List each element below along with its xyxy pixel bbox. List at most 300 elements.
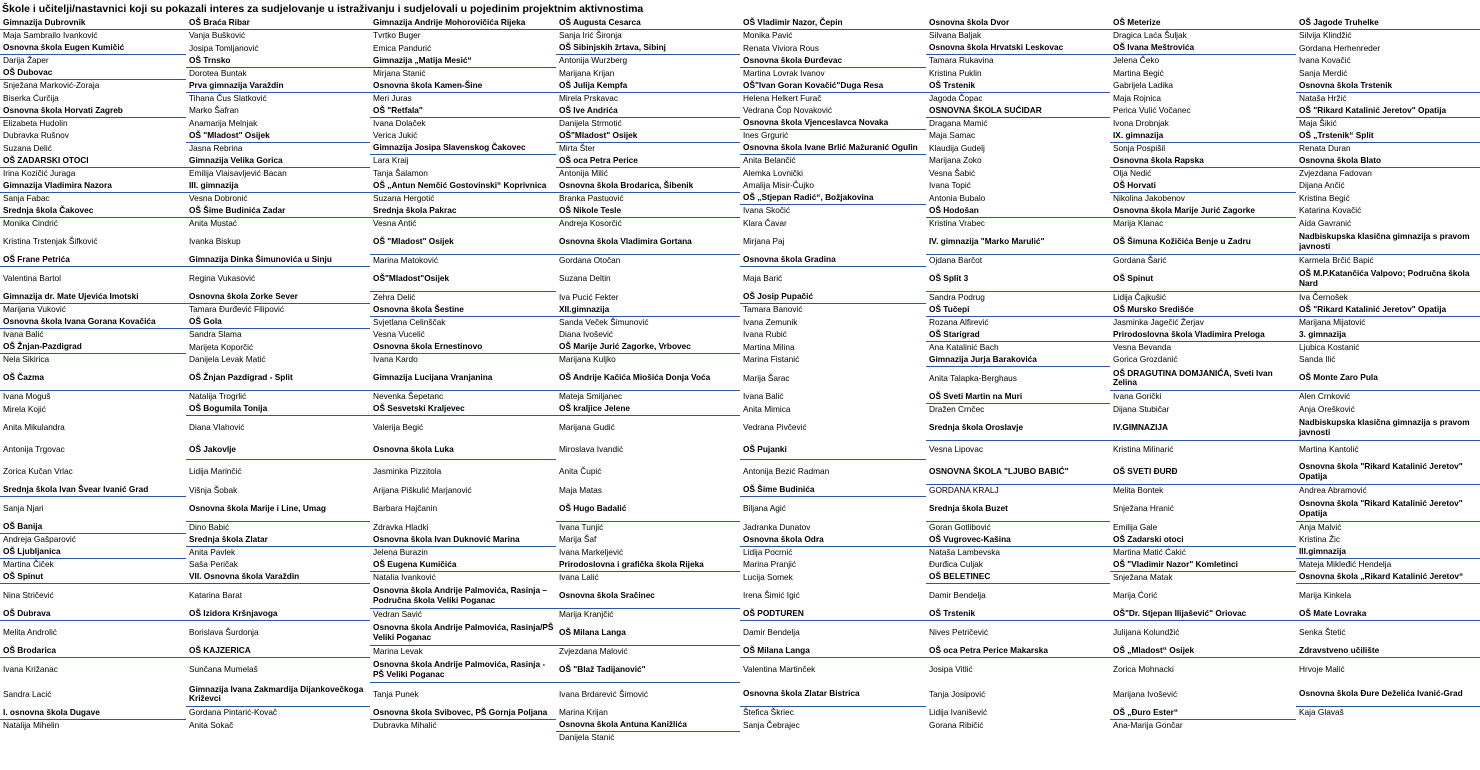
school-cell[interactable]: OŠ Starigrad: [926, 329, 1110, 342]
teacher-cell[interactable]: Marija Kinkela: [1299, 590, 1352, 601]
teacher-cell[interactable]: Alemka Lovnički: [743, 167, 803, 178]
school-cell[interactable]: OŠ Dubovac: [0, 67, 186, 80]
school-cell[interactable]: OŠ Tučepi: [926, 304, 1110, 317]
teacher-cell[interactable]: Jelena Čeko: [1113, 55, 1160, 66]
teacher-cell[interactable]: Amalija Misir-Čujko: [743, 180, 814, 190]
teacher-cell[interactable]: Gorica Grozdanić: [1113, 354, 1178, 364]
school-cell[interactable]: OŠ Banija: [0, 521, 186, 534]
school-cell[interactable]: 3. gimnazija: [1296, 329, 1480, 342]
teacher-cell[interactable]: Gordana Herhenreder: [1299, 42, 1381, 53]
school-cell[interactable]: Gimnazija Vladimira Nazora: [0, 180, 186, 193]
teacher-cell[interactable]: Ivana Balić: [3, 329, 44, 340]
school-cell[interactable]: Osnovna škola Hrvatski Leskovac: [926, 42, 1110, 55]
teacher-cell[interactable]: Arijana Piškulić Marjanović: [373, 484, 472, 495]
school-cell[interactable]: OŠ Dubrava: [0, 608, 186, 621]
teacher-cell[interactable]: Anja Orešković: [1299, 403, 1355, 414]
teacher-cell[interactable]: Marko Šafran: [189, 105, 239, 115]
teacher-cell[interactable]: Marina Levak: [373, 645, 423, 656]
teacher-cell[interactable]: Maja Sambrailo Ivanković: [3, 30, 98, 41]
teacher-cell[interactable]: [186, 732, 370, 745]
school-cell[interactable]: OŠ Bogumila Tonija: [186, 403, 370, 416]
teacher-cell[interactable]: Štefica Škriec: [743, 707, 794, 718]
school-cell[interactable]: Gimnazija Dubrovnik: [0, 17, 186, 30]
teacher-cell[interactable]: Darija Žaper: [3, 55, 49, 66]
teacher-cell[interactable]: Maja Matas: [559, 484, 602, 495]
school-cell[interactable]: OŠ Vladimir Nazor, Čepin: [740, 17, 926, 30]
school-cell[interactable]: OŠ Žnjan Pazdigrad - Split: [186, 366, 370, 391]
teacher-cell[interactable]: Vesna Lipovac: [929, 444, 983, 455]
school-cell[interactable]: Gimnazija Josipa Slavenskog Čakovec: [370, 142, 556, 155]
school-cell[interactable]: OŠ "Retfala": [370, 105, 556, 118]
teacher-cell[interactable]: Tamara Rukavina: [929, 55, 994, 66]
school-cell[interactable]: OŠ Čazma: [0, 366, 186, 391]
school-cell[interactable]: Osnovna škola Ivana Gorana Kovačića: [0, 316, 186, 329]
teacher-cell[interactable]: Dijana Stubičar: [1113, 403, 1170, 414]
teacher-cell[interactable]: Ana-Marija Gončar: [1113, 719, 1183, 730]
teacher-cell[interactable]: Zvjezdana Malović: [559, 645, 628, 656]
teacher-cell[interactable]: Antonija Wurzberg: [559, 55, 628, 66]
teacher-cell[interactable]: Lucija Somek: [743, 571, 793, 582]
teacher-cell[interactable]: Dragana Mamić: [929, 117, 988, 128]
teacher-cell[interactable]: Sanda Ilić: [1299, 354, 1336, 364]
teacher-cell[interactable]: Barbara Hajčanin: [373, 503, 438, 513]
teacher-cell[interactable]: Ines Grgurić: [743, 130, 789, 141]
teacher-cell[interactable]: Đurđica Culjak: [929, 559, 983, 569]
teacher-cell[interactable]: Jadranka Dunatov: [743, 521, 811, 532]
teacher-cell[interactable]: Vanja Bušković: [189, 30, 246, 41]
teacher-cell[interactable]: Marina Pranjić: [743, 559, 797, 569]
school-cell[interactable]: OŠ Šime Budinića Zadar: [186, 205, 370, 218]
school-cell[interactable]: OŠ Spinut: [0, 571, 186, 584]
teacher-cell[interactable]: Nataša Hržić: [1299, 92, 1347, 103]
school-cell[interactable]: Osnovna škola Andrije Palmovića, Rasinja - PŠ Veliki Poganac: [370, 658, 556, 683]
teacher-cell[interactable]: Dražen Crnčec: [929, 403, 985, 414]
school-cell[interactable]: IV. gimnazija "Marko Marulić": [926, 230, 1110, 255]
school-cell[interactable]: Osnovna škola Odra: [740, 534, 926, 547]
teacher-cell[interactable]: Emilija Gale: [1113, 521, 1158, 532]
school-cell[interactable]: Osnovna škola Ernestinovo: [370, 341, 556, 354]
teacher-cell[interactable]: Mirela Prskavac: [559, 92, 619, 103]
teacher-cell[interactable]: Ojdana Barčot: [929, 254, 983, 265]
school-cell[interactable]: Gimnazija Lucijana Vranjanina: [370, 366, 556, 391]
school-cell[interactable]: Srednja škola Čakovec: [0, 205, 186, 218]
teacher-cell[interactable]: Martina Milina: [743, 341, 795, 352]
school-cell[interactable]: Osnovna škola Dvor: [926, 17, 1110, 30]
teacher-cell[interactable]: Ljubica Kostanić: [1299, 341, 1360, 352]
school-cell[interactable]: Srednja škola Oroslavje: [926, 416, 1110, 441]
teacher-cell[interactable]: Klara Čavar: [743, 217, 787, 228]
teacher-cell[interactable]: Marija Šarac: [743, 372, 790, 383]
school-cell[interactable]: OŠ Jakovlje: [186, 440, 370, 460]
teacher-cell[interactable]: Sanja Merdić: [1299, 67, 1348, 78]
teacher-cell[interactable]: Sanja Fabac: [3, 192, 50, 203]
school-cell[interactable]: OŠ „Antun Nemčić Gostovinski“ Koprivnica: [370, 180, 556, 193]
teacher-cell[interactable]: Suzana Deltin: [559, 273, 611, 283]
teacher-cell[interactable]: Mirjana Paj: [743, 236, 785, 246]
teacher-cell[interactable]: Marija Ćorić: [1113, 590, 1158, 600]
teacher-cell[interactable]: Kristina Begić: [1299, 192, 1350, 203]
school-cell[interactable]: IV.GIMNAZIJA: [1110, 416, 1296, 441]
teacher-cell[interactable]: Marina Matoković: [373, 254, 439, 265]
teacher-cell[interactable]: Marijana Ivošević: [1113, 688, 1178, 699]
school-cell[interactable]: OŠ ZADARSKI OTOCI: [0, 155, 186, 168]
teacher-cell[interactable]: Valentina Martinček: [743, 664, 816, 675]
teacher-cell[interactable]: Lara Kraij: [373, 155, 409, 166]
teacher-cell[interactable]: Lidija Marinčić: [189, 466, 242, 477]
teacher-cell[interactable]: Jasminka Jagečić Žerjav: [1113, 316, 1204, 327]
school-cell[interactable]: OŠ Augusta Cesarca: [556, 17, 740, 30]
teacher-cell[interactable]: [1296, 732, 1480, 745]
teacher-cell[interactable]: Gorana Ribičić: [929, 719, 984, 730]
teacher-cell[interactable]: Martina Kantolić: [1299, 444, 1359, 455]
school-cell[interactable]: OŠ"Mladost"Osijek: [370, 267, 556, 292]
school-cell[interactable]: Osnovna škola "Rikard Katalinić Jeretov" Opatija: [1296, 497, 1480, 522]
school-cell[interactable]: Osnovna škola Eugen Kumičić: [0, 42, 186, 55]
teacher-cell[interactable]: Marijeta Koporčić: [189, 341, 254, 352]
school-cell[interactable]: Gimnazija „Matija Mesić“: [370, 55, 556, 68]
teacher-cell[interactable]: [1296, 719, 1480, 732]
teacher-cell[interactable]: Tamara Đurđević Filipović: [189, 304, 284, 315]
school-cell[interactable]: OŠ "Rikard Katalinić Jeretov" Opatija: [1296, 105, 1480, 118]
teacher-cell[interactable]: Irena Šimić Igić: [743, 590, 800, 600]
school-cell[interactable]: OŠ PODTUREN: [740, 608, 926, 621]
teacher-cell[interactable]: Ivana Markeljević: [559, 546, 624, 557]
teacher-cell[interactable]: [370, 732, 556, 745]
teacher-cell[interactable]: Jasna Rebrina: [189, 142, 243, 153]
school-cell[interactable]: Osnovna škola Svibovec, PŠ Gornja Poljana: [370, 707, 556, 720]
teacher-cell[interactable]: Marijana Kuljko: [559, 354, 616, 365]
teacher-cell[interactable]: Antonija Trgovac: [3, 444, 65, 454]
school-cell[interactable]: OŠ „Mladost“ Osijek: [1110, 645, 1296, 658]
school-cell[interactable]: OŠ Eugena Kumičića: [370, 559, 556, 572]
teacher-cell[interactable]: Sandra Lacić: [3, 688, 52, 699]
teacher-cell[interactable]: Anita Mimica: [743, 403, 791, 414]
teacher-cell[interactable]: Ivana Topić: [929, 180, 971, 190]
teacher-cell[interactable]: Martina Matić Ćakić: [1113, 546, 1186, 557]
teacher-cell[interactable]: Nives Petričević: [929, 627, 989, 638]
teacher-cell[interactable]: Miroslava Ivandić: [559, 444, 624, 454]
teacher-cell[interactable]: Dragica Laća Šuljak: [1113, 30, 1187, 41]
teacher-cell[interactable]: Damir Bendelja: [743, 627, 800, 638]
school-cell[interactable]: Nadbiskupska klasična gimnazija s pravom javnosti: [1296, 416, 1480, 441]
teacher-cell[interactable]: Ivana Moguš: [3, 391, 51, 402]
teacher-cell[interactable]: Alen Crnković: [1299, 391, 1351, 402]
school-cell[interactable]: Srednja škola Buzet: [926, 497, 1110, 522]
school-cell[interactable]: Zdravstveno učilište: [1296, 645, 1480, 658]
teacher-cell[interactable]: Branka Pastuović: [559, 192, 624, 203]
teacher-cell[interactable]: Andreja Gašparović: [3, 534, 76, 545]
school-cell[interactable]: Osnovna škola Blato: [1296, 155, 1480, 168]
teacher-cell[interactable]: Svjetlana Celinščak: [373, 316, 446, 327]
teacher-cell[interactable]: Natalija Mihelin: [3, 719, 60, 730]
teacher-cell[interactable]: Jasminka Pizzitola: [373, 466, 442, 477]
school-cell[interactable]: Osnovna škola Luka: [370, 440, 556, 460]
teacher-cell[interactable]: Sonja Pospišil: [1113, 142, 1166, 153]
school-cell[interactable]: Srednja škola Ivan Švear Ivanić Grad: [0, 484, 186, 497]
teacher-cell[interactable]: Sandra Podrug: [929, 291, 985, 302]
teacher-cell[interactable]: Lidija Ivanišević: [929, 707, 988, 717]
teacher-cell[interactable]: Monika Pavić: [743, 30, 793, 41]
teacher-cell[interactable]: Ivana Tunjić: [559, 521, 604, 532]
teacher-cell[interactable]: Kristina Milinarić: [1113, 444, 1174, 455]
school-cell[interactable]: Gimnazija dr. Mate Ujevića Imotski: [0, 291, 186, 304]
teacher-cell[interactable]: Danijela Levak Matić: [189, 354, 266, 364]
school-cell[interactable]: OŠ Andrije Kačića Miošića Donja Voća: [556, 366, 740, 391]
school-cell[interactable]: OŠ Nikole Tesle: [556, 205, 740, 218]
teacher-cell[interactable]: Marina Fistanić: [743, 354, 800, 364]
school-cell[interactable]: OŠ Spinut: [1110, 267, 1296, 292]
school-cell[interactable]: Osnovna škola Ivan Duknović Marina: [370, 534, 556, 547]
teacher-cell[interactable]: Vesna Antić: [373, 217, 417, 228]
school-cell[interactable]: XII.gimnazija: [556, 304, 740, 317]
teacher-cell[interactable]: Kaja Glavaš: [1299, 707, 1344, 718]
teacher-cell[interactable]: Tanja Josipović: [929, 688, 986, 699]
teacher-cell[interactable]: Ivana Lalić: [559, 571, 599, 582]
school-cell[interactable]: IX. gimnazija: [1110, 130, 1296, 143]
school-cell[interactable]: OŠ Gola: [186, 316, 370, 329]
teacher-cell[interactable]: Tamara Banović: [743, 304, 803, 315]
teacher-cell[interactable]: Anita Pavlek: [189, 546, 236, 557]
teacher-cell[interactable]: Nina Stričević: [3, 590, 54, 601]
teacher-cell[interactable]: Marijana Mijatović: [1299, 316, 1366, 327]
school-cell[interactable]: Srednja škola Pakrac: [370, 205, 556, 218]
teacher-cell[interactable]: Jagoda Čopac: [929, 92, 983, 103]
teacher-cell[interactable]: Snježana Marković-Zoraja: [3, 80, 100, 91]
school-cell[interactable]: OŠ Split 3: [926, 267, 1110, 292]
teacher-cell[interactable]: Biserka Ćurčija: [3, 92, 59, 103]
teacher-cell[interactable]: Anita Čupić: [559, 466, 602, 476]
school-cell[interactable]: OSNOVNA ŠKOLA SUĆIDAR: [926, 105, 1110, 118]
teacher-cell[interactable]: Diana Vlahović: [189, 422, 245, 433]
teacher-cell[interactable]: Nataša Lambevska: [929, 546, 1001, 557]
school-cell[interactable]: OŠ Braća Ribar: [186, 17, 370, 30]
teacher-cell[interactable]: Dubravka Rušnov: [3, 130, 69, 140]
school-cell[interactable]: OŠ Monte Zaro Pula: [1296, 366, 1480, 391]
teacher-cell[interactable]: Danijela Stanić: [559, 732, 615, 743]
teacher-cell[interactable]: Nela Sikirica: [3, 354, 50, 365]
teacher-cell[interactable]: Ivana Rubić: [743, 329, 787, 339]
school-cell[interactable]: OŠ "Vladimir Nazor" Komletinci: [1110, 559, 1296, 572]
teacher-cell[interactable]: Emica Pandurić: [373, 42, 432, 53]
teacher-cell[interactable]: Zehra Delić: [373, 291, 416, 302]
teacher-cell[interactable]: [740, 732, 926, 745]
teacher-cell[interactable]: Katarina Barat: [189, 590, 243, 601]
teacher-cell[interactable]: Katarina Kovačić: [1299, 205, 1362, 215]
teacher-cell[interactable]: Kristina Puklin: [929, 67, 982, 78]
school-cell[interactable]: OŠ Trstenik: [926, 80, 1110, 93]
school-cell[interactable]: OŠ Izidora Kršnjavoga: [186, 608, 370, 621]
teacher-cell[interactable]: Antonia Bubalo: [929, 192, 986, 203]
teacher-cell[interactable]: Elizabeta Hudolin: [3, 117, 68, 128]
teacher-cell[interactable]: Anja Malvić: [1299, 521, 1342, 532]
teacher-cell[interactable]: Marijana Krijan: [559, 67, 615, 78]
teacher-cell[interactable]: Marijana Gudić: [559, 422, 615, 433]
teacher-cell[interactable]: Anita Mikulandra: [3, 422, 65, 432]
teacher-cell[interactable]: Ivana Brdarević Šimović: [559, 688, 648, 699]
teacher-cell[interactable]: Marija Klanac: [1113, 217, 1164, 228]
teacher-cell[interactable]: Valentina Bartol: [3, 273, 61, 284]
teacher-cell[interactable]: Marina Krijan: [559, 707, 608, 717]
teacher-cell[interactable]: Melita Androlić: [3, 627, 57, 638]
school-cell[interactable]: Osnovna škola Andrije Palmovića, Rasinja – Područna škola Veliki Poganac: [370, 584, 556, 609]
school-cell[interactable]: OŠ Sesvetski Kraljevec: [370, 403, 556, 416]
teacher-cell[interactable]: Maja Rojnica: [1113, 92, 1161, 103]
teacher-cell[interactable]: Sandra Slama: [189, 329, 242, 340]
teacher-cell[interactable]: Anamarija Melnjak: [189, 117, 258, 128]
school-cell[interactable]: Nadbiskupska klasična gimnazija s pravom javnosti: [1296, 230, 1480, 255]
teacher-cell[interactable]: Karmela Brčić Bapić: [1299, 254, 1374, 265]
teacher-cell[interactable]: Višnja Šobak: [189, 484, 238, 495]
school-cell[interactable]: OŠ oca Petra Perice: [556, 155, 740, 168]
school-cell[interactable]: OŠ „Stjepan Radić“, Božjakovina: [740, 192, 926, 205]
school-cell[interactable]: OŠ SVETI ĐURĐ: [1110, 460, 1296, 485]
teacher-cell[interactable]: GORDANA KRALJ: [929, 484, 999, 495]
school-cell[interactable]: Osnovna škola Zorke Sever: [186, 291, 370, 304]
school-cell[interactable]: III. gimnazija: [186, 180, 370, 193]
school-cell[interactable]: VII. Osnovna škola Varaždin: [186, 571, 370, 584]
school-cell[interactable]: OŠ DRAGUTINA DOMJANIĆA, Sveti Ivan Zelina: [1110, 366, 1296, 391]
teacher-cell[interactable]: [926, 732, 1110, 745]
school-cell[interactable]: OŠ Hodošan: [926, 205, 1110, 218]
teacher-cell[interactable]: Silvija Klindžić: [1299, 30, 1352, 41]
school-cell[interactable]: OŠ Meterize: [1110, 17, 1296, 30]
teacher-cell[interactable]: Gordana Šarić: [1113, 254, 1167, 265]
school-cell[interactable]: OŠ "Mladost" Osijek: [370, 230, 556, 255]
teacher-cell[interactable]: Danijela Strmotić: [559, 117, 622, 128]
teacher-cell[interactable]: Olja Nedić: [1113, 167, 1152, 178]
teacher-cell[interactable]: Damir Bendelja: [929, 590, 986, 601]
teacher-cell[interactable]: Ivana Balić: [743, 391, 784, 401]
teacher-cell[interactable]: Gordana Otočan: [559, 254, 621, 265]
school-cell[interactable]: I. osnovna škola Dugave: [0, 707, 186, 720]
teacher-cell[interactable]: Klaudija Gudelj: [929, 142, 985, 153]
school-cell[interactable]: OŠ Milana Langa: [740, 645, 926, 658]
teacher-cell[interactable]: Sanja Čebrajec: [743, 719, 800, 730]
teacher-cell[interactable]: Mateja Smiljanec: [559, 391, 623, 402]
school-cell[interactable]: Osnovna škola Sračinec: [556, 584, 740, 609]
teacher-cell[interactable]: Verica Jukić: [373, 130, 418, 140]
teacher-cell[interactable]: Jelena Burazin: [373, 546, 428, 557]
teacher-cell[interactable]: Meri Juras: [373, 92, 412, 103]
teacher-cell[interactable]: Lidija Čajkušić: [1113, 291, 1167, 302]
teacher-cell[interactable]: Zvjezdana Fadovan: [1299, 167, 1372, 178]
teacher-cell[interactable]: Renata Duran: [1299, 142, 1351, 153]
school-cell[interactable]: Osnovna škola "Rikard Katalinić Jeretov" Opatija: [1296, 460, 1480, 485]
teacher-cell[interactable]: Andrea Abramović: [1299, 484, 1367, 495]
teacher-cell[interactable]: Josipa Tomljanović: [189, 42, 259, 53]
school-cell[interactable]: Osnovna škola Marije Jurić Zagorke: [1110, 205, 1296, 218]
teacher-cell[interactable]: Mirjana Stanić: [373, 67, 426, 78]
teacher-cell[interactable]: Vesna Vucelić: [373, 329, 425, 339]
teacher-cell[interactable]: Marijana Zoko: [929, 155, 982, 165]
teacher-cell[interactable]: Dino Babić: [189, 521, 230, 532]
teacher-cell[interactable]: Silvana Baljak: [929, 30, 982, 41]
teacher-cell[interactable]: Tvrtko Buger: [373, 30, 421, 41]
school-cell[interactable]: OŠ Trstenik: [926, 608, 1110, 621]
school-cell[interactable]: Osnovna škola Trstenik: [1296, 80, 1480, 93]
teacher-cell[interactable]: Antonija Bezić Radman: [743, 466, 830, 477]
school-cell[interactable]: Srednja škola Zlatar: [186, 534, 370, 547]
school-cell[interactable]: Osnovna škola Horvati Zagreb: [0, 105, 186, 118]
teacher-cell[interactable]: Anita Mustać: [189, 217, 237, 228]
teacher-cell[interactable]: Iva Černošek: [1299, 291, 1348, 302]
teacher-cell[interactable]: Ivanka Biskup: [189, 236, 241, 246]
school-cell[interactable]: Osnovna škola Šestine: [370, 304, 556, 317]
school-cell[interactable]: Osnovna škola Đure Deželića Ivanić-Grad: [1296, 682, 1480, 707]
school-cell[interactable]: OŠ Žnjan-Pazdigrad: [0, 341, 186, 354]
teacher-cell[interactable]: Irina Kozičić Juraga: [3, 167, 76, 178]
teacher-cell[interactable]: Valerija Begić: [373, 422, 424, 433]
teacher-cell[interactable]: Snježana Hranić: [1113, 503, 1174, 513]
school-cell[interactable]: OŠ oca Petra Perice Makarska: [926, 645, 1110, 658]
school-cell[interactable]: OŠ Sibinjskih žrtava, Sibinj: [556, 42, 740, 55]
teacher-cell[interactable]: Goran Gotlibović: [929, 521, 991, 532]
teacher-cell[interactable]: Suzana Delić: [3, 142, 52, 153]
teacher-cell[interactable]: Lidija Pocrnić: [743, 546, 793, 557]
teacher-cell[interactable]: Hrvoje Malić: [1299, 664, 1345, 675]
school-cell[interactable]: OŠ Trnsko: [186, 55, 370, 68]
teacher-cell[interactable]: Maja Samac: [929, 130, 976, 140]
school-cell[interactable]: OŠ BELETINEC: [926, 571, 1110, 584]
school-cell[interactable]: OŠ Vugrovec-Kašina: [926, 534, 1110, 547]
school-cell[interactable]: Osnovna škola Zlatar Bistrica: [740, 682, 926, 707]
school-cell[interactable]: OŠ KAJZERICA: [186, 645, 370, 658]
school-cell[interactable]: OSNOVNA ŠKOLA "LJUBO BABIĆ": [926, 460, 1110, 485]
teacher-cell[interactable]: Snježana Matak: [1113, 571, 1173, 582]
teacher-cell[interactable]: [1110, 732, 1296, 745]
school-cell[interactable]: OŠ Brodarica: [0, 645, 186, 658]
teacher-cell[interactable]: Ivana Skočić: [743, 205, 791, 216]
teacher-cell[interactable]: Anita Belančić: [743, 155, 796, 166]
teacher-cell[interactable]: Marija Kranjčić: [559, 608, 614, 619]
teacher-cell[interactable]: Andreja Kosorčić: [559, 217, 622, 228]
school-cell[interactable]: OŠ kraljice Jelene: [556, 403, 740, 416]
teacher-cell[interactable]: Marijana Vuković: [3, 304, 66, 315]
school-cell[interactable]: OŠ "Rikard Katalinić Jeretov" Opatija: [1296, 304, 1480, 317]
school-cell[interactable]: OŠ Ivana Meštrovića: [1110, 42, 1296, 55]
teacher-cell[interactable]: Zorica Kučan Vrlac: [3, 466, 73, 476]
teacher-cell[interactable]: Martina Čiček: [3, 559, 54, 570]
teacher-cell[interactable]: Helena Helkert Furač: [743, 92, 822, 103]
school-cell[interactable]: Gimnazija Velika Gorica: [186, 155, 370, 168]
teacher-cell[interactable]: Ivana Križanac: [3, 664, 58, 675]
school-cell[interactable]: OŠ "Mladost" Osijek: [186, 130, 370, 143]
school-cell[interactable]: OŠ Marije Jurić Zagorke, Vrbovec: [556, 341, 740, 354]
teacher-cell[interactable]: Maja Šikić: [1299, 117, 1337, 128]
school-cell[interactable]: OŠ Milana Langa: [556, 621, 740, 646]
teacher-cell[interactable]: Kristina Žic: [1299, 534, 1341, 544]
teacher-cell[interactable]: Sanja Irić Šironja: [559, 30, 622, 41]
school-cell[interactable]: OŠ Šime Budinića: [740, 484, 926, 497]
school-cell[interactable]: OŠ Frane Petrića: [0, 254, 186, 267]
school-cell[interactable]: OŠ"Ivan Goran Kovačić"Duga Resa: [740, 80, 926, 93]
school-cell[interactable]: OŠ „Trstenik“ Split: [1296, 130, 1480, 143]
teacher-cell[interactable]: Marija Šaf: [559, 534, 597, 544]
school-cell[interactable]: OŠ „Đuro Ester“: [1110, 707, 1296, 720]
school-cell[interactable]: Osnovna škola Đurđevac: [740, 55, 926, 68]
teacher-cell[interactable]: Dijana Ančić: [1299, 180, 1345, 190]
school-cell[interactable]: Osnovna škola „Rikard Katalinić Jeretov“: [1296, 571, 1480, 584]
teacher-cell[interactable]: Borislava Šurdonja: [189, 627, 259, 638]
school-cell[interactable]: OŠ Mursko Središće: [1110, 304, 1296, 317]
teacher-cell[interactable]: Nevenka Šepetanc: [373, 391, 444, 402]
teacher-cell[interactable]: Dubravka Mihalić: [373, 719, 437, 730]
teacher-cell[interactable]: Anita Talapka-Berghaus: [929, 372, 1017, 383]
teacher-cell[interactable]: Zorica Mohnacki: [1113, 664, 1174, 675]
teacher-cell[interactable]: Vedrana Pivčević: [743, 422, 807, 432]
school-cell[interactable]: Osnovna škola Kamen-Šine: [370, 80, 556, 93]
teacher-cell[interactable]: Vedran Savić: [373, 608, 422, 619]
